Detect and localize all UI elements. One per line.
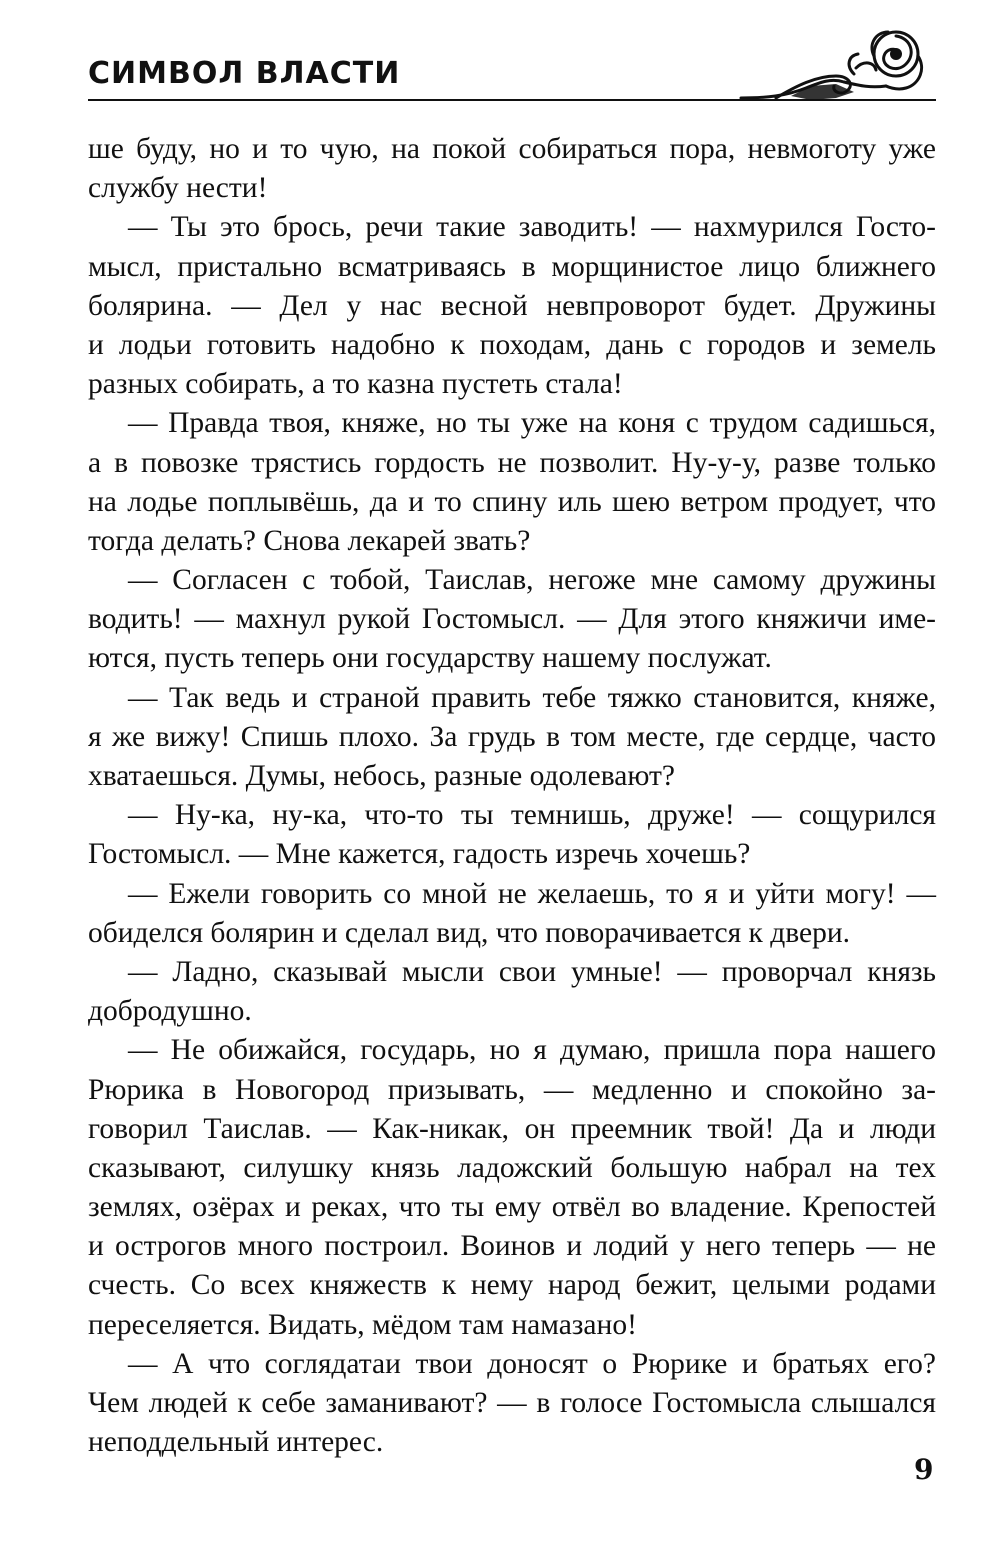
text-line: неподдельный интерес. (88, 1426, 384, 1459)
text-line: — Так ведь и страной править тебе тяжко становится, княже, (128, 681, 936, 714)
text-line: и лодьи готовить надобно к походам, дань с городов и земель (88, 328, 936, 361)
text-line: землях, озёрах и реках, что ты ему отвёл во владение. Крепостей (88, 1191, 936, 1224)
page-number: 9 (914, 1453, 934, 1486)
text-line: болярина. — Дел у нас весной невпроворот будет. Дружины (88, 289, 936, 322)
running-title: СИМВОЛ ВЛАСТИ (88, 56, 401, 91)
text-line: мысл, пристально всматриваясь в морщинистое лицо ближнего (88, 250, 936, 283)
text-line: счесть. Со всех княжеств к нему народ бежит, целыми родами (88, 1269, 936, 1302)
text-line: переселяется. Видать, мёдом там намазано! (88, 1308, 637, 1341)
text-line: ше буду, но и то чую, на покой собираться пора, невмоготу уже (88, 133, 936, 165)
text-line: — Не обижайся, государь, но я думаю, пришла пора нашего (128, 1034, 936, 1067)
celtic-knot-ornament-icon (736, 26, 936, 106)
text-line: хватаешься. Думы, небось, разные одолевают? (88, 760, 675, 792)
text-line: разных собирать, а то казна пустеть стала! (88, 368, 623, 401)
text-line: а в повозке трястись гордость не позволит. Ну-у-у, разве только (88, 446, 936, 479)
text-line: я же вижу! Спишь плохо. За грудь в том месте, где сердце, часто (88, 720, 936, 753)
text-line: на лодье поплывёшь, да и то спину иль шею ветром продует, что (88, 485, 936, 518)
text-line: Рюрика в Новогород призывать, — медленно и спокойно за- (88, 1073, 936, 1106)
text-line: — Ежели говорить со мной не желаешь, то я и уйти могу! — (128, 877, 936, 910)
text-line: водить! — махнул рукой Гостомысл. — Для этого княжичи име- (88, 603, 936, 636)
body-text (88, 130, 936, 1462)
text-line: тогда делать? Снова лекарей звать? (88, 524, 531, 557)
text-line: — А что соглядатаи твои доносят о Рюрике и братьях его? (128, 1347, 936, 1380)
text-line: службу нести! (88, 172, 268, 205)
text-line: добродушно. (88, 995, 252, 1028)
text-line: Гостомысл. — Мне кажется, гадость изречь хочешь? (88, 838, 751, 871)
running-head (88, 48, 936, 104)
text-line: — Правда твоя, княже, но ты уже на коня с трудом садишься, (128, 407, 936, 440)
text-line: — Ты это брось, речи такие заводить! — нахмурился Госто- (128, 211, 936, 244)
text-line: — Согласен с тобой, Таислав, негоже мне самому дружины (128, 564, 936, 597)
text-line: говорил Таислав. — Как-никак, он преемник твой! Да и люди (88, 1112, 936, 1145)
text-line: сказывают, силушку князь ладожский большую набрал на тех (88, 1151, 936, 1184)
text-line: обиделся болярин и сделал вид, что поворачивается к двери. (88, 916, 851, 949)
text-line: Чем людей к себе заманивают? — в голосе Гостомысла слышался (88, 1387, 936, 1419)
text-line: ются, пусть теперь они государству нашему послужат. (88, 642, 772, 675)
text-line: — Ладно, сказывай мысли свои умные! — проворчал князь (128, 955, 936, 988)
text-line: и острогов много построил. Воинов и лодий у него теперь — не (88, 1230, 936, 1263)
text-line: — Ну-ка, ну-ка, что-то ты темнишь, друже! — сощурился (128, 799, 936, 832)
